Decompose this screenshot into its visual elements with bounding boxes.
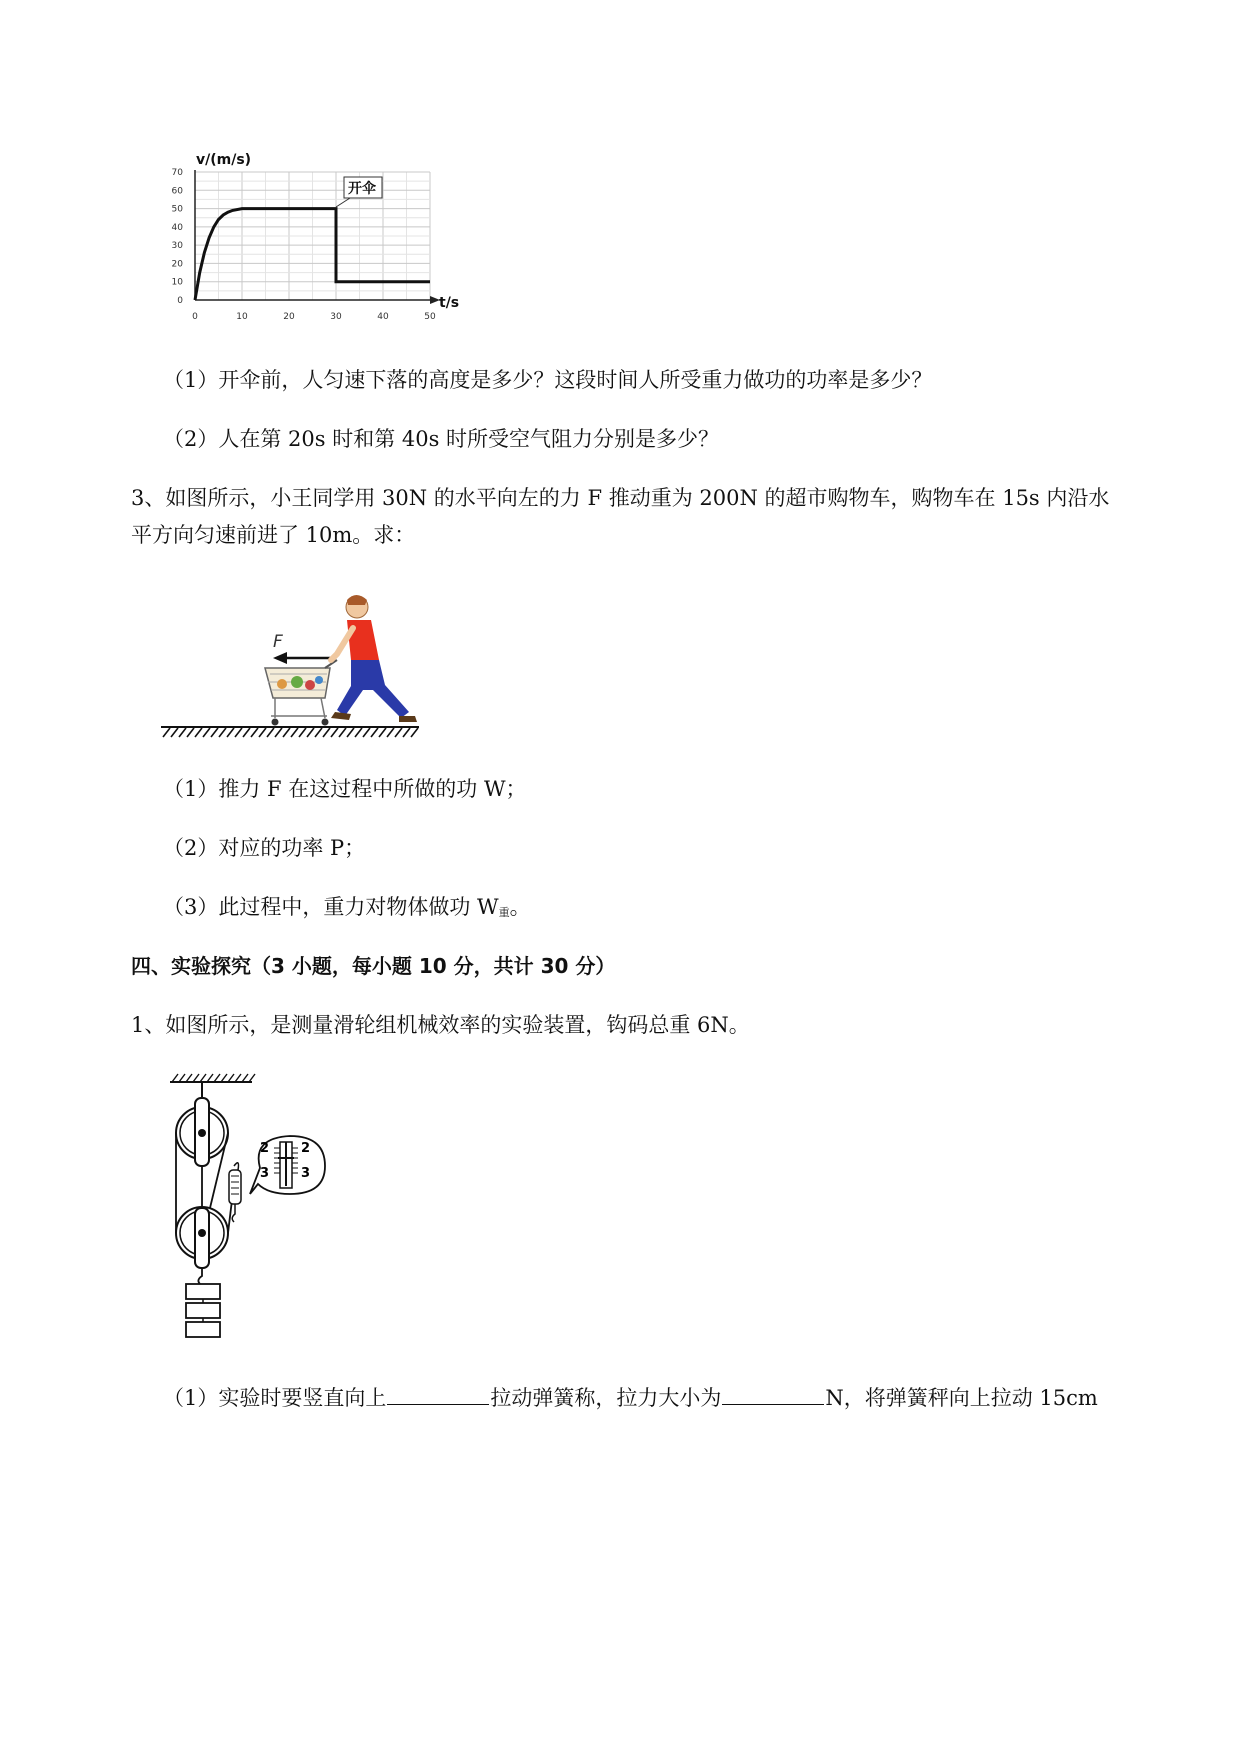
question-3-part-3-text: （3）此过程中，重力对物体做功 W (163, 895, 499, 919)
scale-label-bottom-left: 3 (260, 1166, 270, 1181)
question-3-part-2: （2）对应的功率 P； (163, 836, 366, 860)
y-axis-label: v/(m/s) (196, 152, 252, 168)
x-tick-label: 10 (236, 312, 248, 322)
q4-1-1-text-a: （1）实验时要竖直向上 (163, 1386, 387, 1410)
y-tick-label: 20 (171, 259, 183, 270)
ceiling-hatching (172, 1074, 255, 1082)
shopping-cart (265, 660, 337, 726)
x-tick-labels (192, 312, 436, 322)
question-4-1-part-1 (163, 1382, 1098, 1412)
q4-1-1-text-b: 拉动弹簧称，拉力大小为 (490, 1386, 722, 1410)
question-3-line-1: 3、如图所示，小王同学用 30N 的水平向左的力 F 推动重为 200N 的超市购物车，购物车在 15s 内沿水 (131, 486, 1110, 510)
scale-label-top-right: 2 (301, 1141, 311, 1156)
hook-weights (186, 1268, 220, 1337)
gravity-subscript: 重 (498, 906, 510, 919)
y-tick-label: 0 (177, 296, 183, 306)
answer-blank-1[interactable] (387, 1382, 489, 1405)
x-tick-label: 0 (192, 312, 198, 322)
y-tick-label: 70 (171, 168, 183, 178)
annotation-text: 开伞 (348, 181, 376, 197)
question-3-line-2: 平方向匀速前进了 10m。求： (131, 523, 416, 547)
question-2-part-2: （2）人在第 20s 时和第 40s 时所受空气阻力分别是多少？ (163, 427, 720, 451)
section-4-heading: 四、实验探究（3 小题，每小题 10 分，共计 30 分） (131, 954, 616, 978)
question-4-1: 1、如图所示，是测量滑轮组机械效率的实验装置，钩码总重 6N。 (131, 1013, 750, 1037)
x-tick-label: 20 (283, 312, 295, 322)
fixed-pulley (176, 1098, 228, 1166)
question-3-part-3 (163, 893, 531, 927)
x-tick-label: 30 (330, 312, 342, 322)
question-3-part-3-end: 。 (509, 895, 531, 919)
velocity-time-chart (150, 145, 480, 335)
scale-label-bottom-right: 3 (301, 1166, 311, 1181)
x-tick-label: 50 (424, 312, 436, 322)
ground-hatching (163, 728, 418, 737)
question-2-part-1: （1）开伞前，人匀速下落的高度是多少？这段时间人所受重力做功的功率是多少？ (163, 368, 933, 392)
y-tick-label: 10 (171, 277, 183, 288)
movable-pulley (176, 1207, 228, 1268)
y-tick-label: 50 (171, 204, 183, 215)
question-3-part-1: （1）推力 F 在这过程中所做的功 W； (163, 777, 527, 801)
force-arrow (273, 632, 333, 664)
shopping-cart-illustration (155, 590, 430, 745)
y-tick-label: 60 (171, 186, 183, 197)
y-tick-label: 40 (171, 222, 183, 233)
x-axis-label: t/s (439, 295, 460, 311)
pulley-apparatus-diagram (160, 1068, 335, 1343)
q4-1-1-text-c: N，将弹簧秤向上拉动 15cm (825, 1386, 1098, 1410)
person-pushing (331, 595, 417, 722)
y-tick-labels (172, 168, 184, 306)
scale-magnifier-bubble (250, 1136, 325, 1194)
force-label: F (273, 632, 283, 652)
scale-label-top-left: 2 (260, 1141, 270, 1156)
y-tick-label: 30 (171, 241, 183, 252)
answer-blank-2[interactable] (722, 1382, 824, 1405)
x-tick-label: 40 (377, 312, 389, 322)
